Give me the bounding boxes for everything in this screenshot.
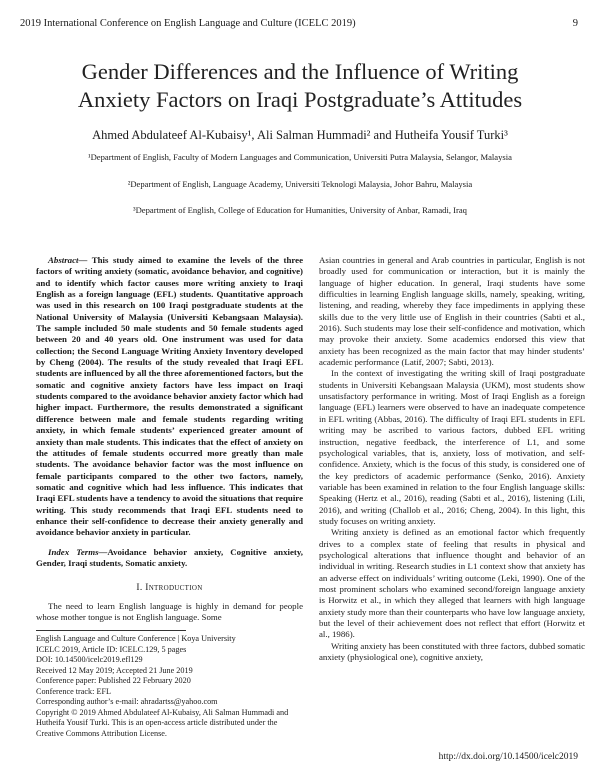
doi-footer[interactable]: http://dx.doi.org/10.14500/icelc2019: [438, 752, 578, 762]
footnote-email: Corresponding author’s e-mail: ahradartss@yahoo.com: [36, 697, 218, 707]
affiliation-1: ¹Department of English, Faculty of Modern Languages and Communication, Universiti Putra Malaysia, Selangor, Malaysia: [88, 152, 512, 162]
index-terms-text: Avoidance behavior anxiety, Cognitive anxiety, Gender, Iraqi students, Somatic anxiety.: [36, 546, 303, 568]
abstract: [36, 255, 303, 539]
affiliation-2: ²Department of English, Language Academy, Universiti Teknologi Malaysia, Johor Bahru, Malaysia: [127, 179, 473, 189]
footnote-track: Conference track: EFL: [36, 686, 112, 696]
section-heading: I. Introduction: [136, 583, 203, 594]
body-paragraph-1: Asian countries in general and Arab countries in particular, English is not broadly used for communication or interaction, but it is mainly the language of higher education. In general, Iraqi students have some difficulties in learning English language skills, namely, speaking, writing, listening, and reading, whereby they face impediments in applying these skills due to the very little use of English in their countries (Sabti et al., 2016). Such students may lose their self-confidence and motivation, which may provoke their anxiety. Some academics endorsed this view that anxiety has been recognized as the main factor that may hinder students’ academic performance (Latif, 2007; Sabti, 2013).: [319, 255, 585, 368]
affiliation-3: ³Department of English, College of Education for Humanities, University of Anbar, Ramadi, Iraq: [133, 205, 467, 215]
page-number: 9: [572, 18, 578, 29]
footnote-copyright: Copyright © 2019 Ahmed Abdulateef Al-Kubaisy, Ali Salman Hummadi and Hutheifa Yousif Turki. This is an open-access article distributed under the Creative Commons Attribution License.: [36, 707, 289, 738]
footnote-journal: English Language and Culture Conference | Koya University: [36, 634, 236, 644]
title-line-2: Anxiety Factors on Iraqi Postgraduate’s Attitudes: [77, 87, 523, 112]
footnote-rule: [36, 630, 186, 631]
index-terms: [36, 547, 303, 570]
right-column: [319, 255, 585, 663]
abstract-label: Abstract—: [48, 255, 88, 265]
footnote-published: Conference paper: Published 22 February 2020: [36, 676, 191, 686]
left-column: [36, 255, 303, 739]
title-line-1: Gender Differences and the Influence of Writing: [81, 59, 519, 84]
index-terms-label: Index Terms—: [48, 546, 108, 557]
running-header: 2019 International Conference on English Language and Culture (ICELC 2019): [20, 18, 356, 29]
author-list: Ahmed Abdulateef Al-Kubaisy¹, Ali Salman Hummadi² and Hutheifa Yousif Turki³: [92, 128, 508, 142]
footnote-article-id: ICELC 2019, Article ID: ICELC.129, 5 pages: [36, 644, 187, 654]
body-paragraph-3: Writing anxiety is defined as an emotional factor which frequently drives to a complex state of feeling that results in physical and psychological alterations that influence thought and behavior of an individual in writing. Research studies in L1 context show that anxiety has an adverse effect on individuals’ writing outcome (Leki, 1990). One of the most prominent scholars who examined second/foreign language anxiety is Horwitz et al., in which they alleged that learners with high language anxiety study more than their counterparts who have low language anxiety, but the level of their achievement does not reflect that effort (Horwitz et al., 1986).: [319, 527, 585, 640]
footnote-received: Received 12 May 2019; Accepted 21 June 2019: [36, 665, 193, 675]
footnote-doi: DOI: 10.14500/icelc2019.efl129: [36, 655, 143, 665]
paper-title: [40, 58, 560, 114]
abstract-text: This study aimed to examine the levels of the three factors of writing anxiety (somatic, avoidance behavior, and cognitive) and to identify which factor causes more writing anxiety to Iraqi English as a foreign language (EFL) students. Quantitative approach was used in this research on 100 Iraqi postgraduate students at the National University of Malaysia (Universiti Kebangsaan Malaysia). The sample included 50 male students and 50 female students aged between 20 and 40 years old. One instrument was used for data collection; the Second Language Writing Anxiety Inventory developed by Cheng (2004). The results of the study revealed that Iraqi EFL students are influenced by all the three aforementioned factors, but the somatic and cognitive anxiety factors have less impact on Iraqi students compared to the avoidance behavior anxiety factor which had higher impact. Furthermore, the results demonstrated a significant difference between male and female students regarding writing anxiety, in which female students’ experienced greater amount of anxiety than male students. This indicates that the effect of anxiety on the attitudes of female students occurred more greatly than male students. The avoidance behavior factor was the most influence on female participants compared to the other two factors, namely, somatic and cognitive which had less influence. This indicates that Iraqi EFL students have a tendency to avoid the situations that require writing. This study recommends that Iraqi EFL students need to enhance their self-confidence to decrease their anxiety generally and avoidance behavior anxiety in particular.: [36, 255, 304, 538]
intro-paragraph: The need to learn English language is highly in demand for people whose mother tongue is not English language. Some: [36, 600, 303, 622]
body-paragraph-4: Writing anxiety has been constituted with three factors, dubbed somatic anxiety (physiological one), cognitive anxiety,: [319, 640, 585, 663]
body-paragraph-2: In the context of investigating the writing skill of Iraqi postgraduate students in Universiti Kebangsaan Malaysia (UKM), most students show unsatisfactory performance in writing. Most of Iraqi English as a foreign language (EFL) learners were observed to have an inadequate competence in EFL writing (Abbas, 2016). The difficulty of Iraqi EFL students in EFL writing may be ascribed to various factors, dubbed EFL writing instruction, negative feedback, the interference of L1, and some psychological variables, that is, anxiety, loss of motivation, and self-confidence. Anxiety, which is the focus of this study, is considered one of the key predictors of academic performance (Senko, 2016). Anxiety variable has been examined in relation to the four English language skills: Speaking (Hertz et al., 2016), reading (Sabti et al., 2016), listening (Lili, 2016), and writing (Challob et al., 2016; Cheng, 2004). In this light, this study focuses on writing anxiety.: [319, 368, 585, 526]
